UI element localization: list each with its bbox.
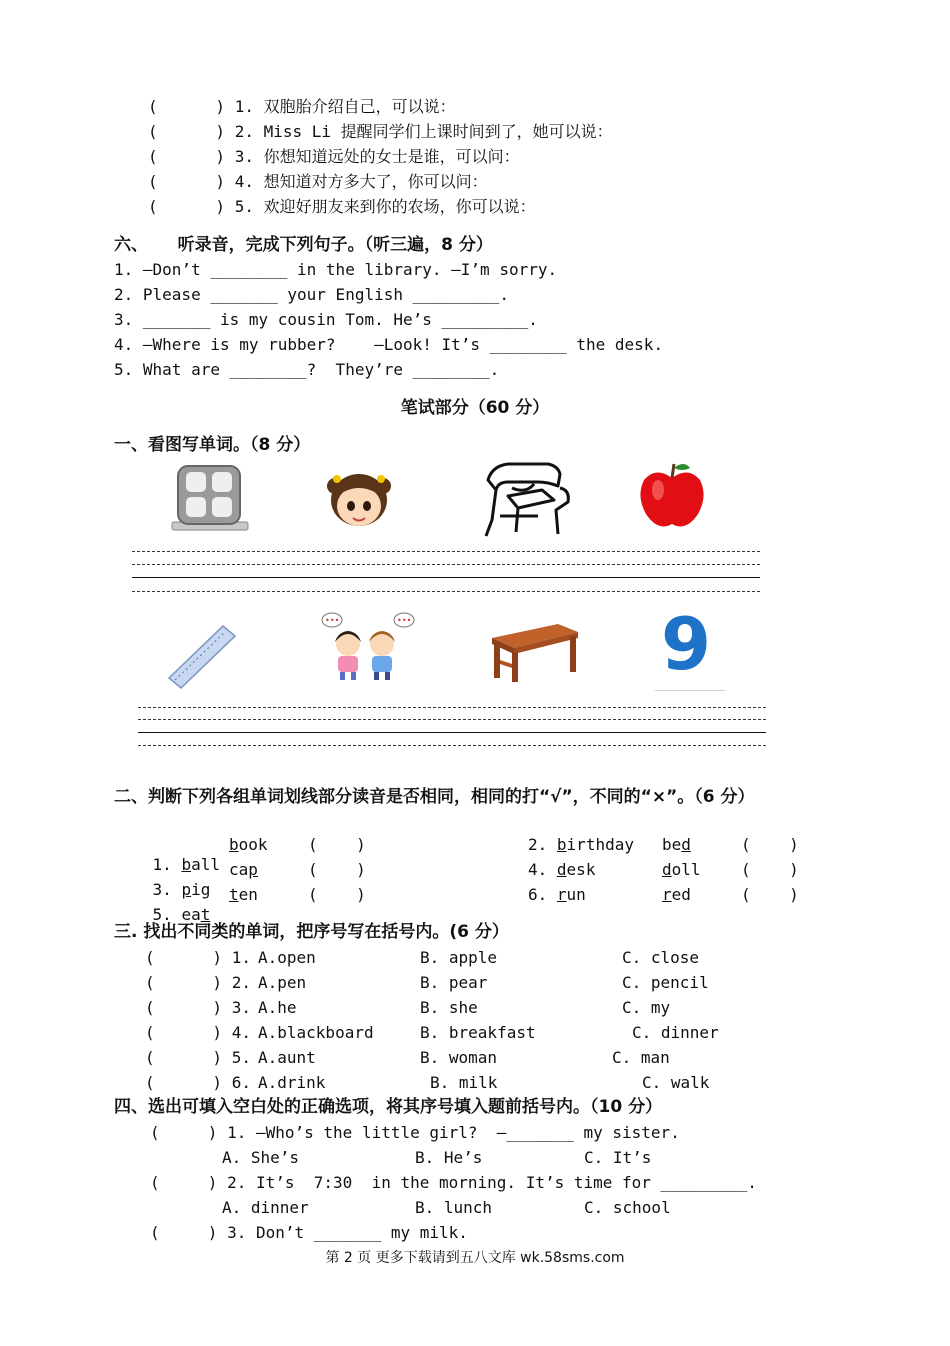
p2-row-1-right-b: bed: [662, 835, 691, 854]
p2-row-1: 1. ball: [152, 855, 220, 874]
s5-item-2: ( ) 2. Miss Li 提醒同学们上课时间到了，她可以说：: [148, 122, 613, 141]
svg-text:•••: •••: [397, 616, 412, 625]
p2-row-3-right: 6. run: [528, 885, 586, 904]
p2-row-3-b: ten: [229, 885, 258, 904]
p3-item-2-c: C. pencil: [622, 973, 709, 992]
s5-item-1: ( ) 1. 双胞胎介绍自己，可以说：: [148, 97, 456, 116]
p2-row-1-right: 2. birthday: [528, 835, 634, 854]
p3-item-4-a: A.blackboard: [258, 1023, 374, 1042]
part4-title: 四、选出可填入空白处的正确选项，将其序号填入题前括号内。（10 分）: [114, 1097, 663, 1117]
s6-title: 六、 听录音，完成下列句子。（听三遍，8 分）: [114, 235, 493, 255]
s6-item-3: 3. _______ is my cousin Tom. He’s _________.: [114, 310, 538, 329]
p3-item-6-a: A.drink: [258, 1073, 326, 1092]
p3-item-5-c: C. man: [612, 1048, 670, 1067]
p2-row-1-b: book: [229, 835, 268, 854]
p4-q2-a: A. dinner: [222, 1198, 309, 1217]
p3-item-4-b: B. breakfast: [420, 1023, 536, 1042]
part3-title: 三. 找出不同类的单词，把序号写在括号内。(6 分）: [114, 922, 509, 942]
part1-title: 一、看图写单词。（8 分）: [114, 435, 311, 455]
p3-item-2-a: A.pen: [258, 973, 307, 992]
p2-row-3-right-paren: ( ): [741, 885, 799, 904]
girl-picture: [323, 466, 395, 532]
p4-q1-c: C. It’s: [584, 1148, 652, 1167]
desk-picture: [488, 620, 582, 684]
p2-row-2-right-paren: ( ): [741, 860, 799, 879]
p4-q1: ( ) 1. —Who’s the little girl? —_______ my sister.: [150, 1123, 680, 1142]
p3-item-1-c: C. close: [622, 948, 700, 967]
p3-item-3-c: C. my: [622, 998, 671, 1017]
s5-item-3: ( ) 3. 你想知道远处的女士是谁，可以问：: [148, 147, 520, 166]
nine-glyph: 9: [661, 602, 712, 686]
svg-text:•••: •••: [325, 616, 340, 625]
p2-row-3-right-b: red: [662, 885, 691, 904]
p2-row-1-paren: ( ): [308, 835, 366, 854]
s5-item-5: ( ) 5. 欢迎好朋友来到你的农场，你可以说：: [148, 197, 536, 216]
s6-item-4: 4. —Where is my rubber? —Look! It’s ________ the desk.: [114, 335, 664, 354]
page-footer: 第 2 页 更多下载请到五八文库 wk.58sms.com: [325, 1250, 625, 1266]
p3-item-2: ( ) 2.: [145, 973, 251, 992]
p2-row-2-paren: ( ): [308, 860, 366, 879]
s5-item-4: ( ) 4. 想知道对方多大了，你可以问：: [148, 172, 488, 191]
p2-row-2-b: cap: [229, 860, 258, 879]
p3-item-1-a: A.open: [258, 948, 316, 967]
s6-item-5: 5. What are ________? They’re ________.: [114, 360, 500, 379]
p3-item-2-b: B. pear: [420, 973, 488, 992]
ruler-picture: [165, 622, 239, 690]
p3-item-6: ( ) 6.: [145, 1073, 251, 1092]
p2-row-2-right-b: doll: [662, 860, 701, 879]
p4-q1-a: A. She’s: [222, 1148, 300, 1167]
window-picture: [168, 462, 252, 534]
written-part-title: 笔试部分（60 分）: [400, 398, 550, 418]
nine-picture: [655, 602, 725, 691]
p4-q2: ( ) 2. It’s 7:30 in the morning. It’s time for _________.: [150, 1173, 757, 1192]
p3-item-1-b: B. apple: [420, 948, 498, 967]
s6-item-1: 1. —Don’t ________ in the library. —I’m sorry.: [114, 260, 558, 279]
p2-row-3: 5. eat: [152, 905, 211, 924]
chair-picture: [478, 460, 574, 542]
p3-item-4: ( ) 4.: [145, 1023, 251, 1042]
p3-item-6-b: B. milk: [430, 1073, 498, 1092]
s6-item-2: 2. Please _______ your English _________.: [114, 285, 509, 304]
p3-item-3-b: B. she: [420, 998, 478, 1017]
twins-picture: [318, 610, 416, 684]
p4-q2-c: C. school: [584, 1198, 671, 1217]
p2-row-3-paren: ( ): [308, 885, 366, 904]
p4-q2-b: B. lunch: [415, 1198, 493, 1217]
p3-item-3-a: A.he: [258, 998, 297, 1017]
p3-item-5-b: B. woman: [420, 1048, 498, 1067]
p2-row-1-right-paren: ( ): [741, 835, 799, 854]
p3-item-1: ( ) 1.: [145, 948, 251, 967]
part2-title: 二、判断下列各组单词划线部分读音是否相同，相同的打“√”，不同的“×”。（6 分）: [114, 787, 755, 807]
p4-q1-b: B. He’s: [415, 1148, 483, 1167]
apple-picture: [636, 460, 708, 532]
p3-item-4-c: C. dinner: [632, 1023, 719, 1042]
p4-q3: ( ) 3. Don’t _______ my milk.: [150, 1223, 468, 1242]
p3-item-6-c: C. walk: [642, 1073, 710, 1092]
p3-item-5-a: A.aunt: [258, 1048, 316, 1067]
p2-row-2: 3. pig: [152, 880, 211, 899]
p3-item-5: ( ) 5.: [145, 1048, 251, 1067]
p3-item-3: ( ) 3.: [145, 998, 251, 1017]
p2-row-2-right: 4. desk: [528, 860, 596, 879]
